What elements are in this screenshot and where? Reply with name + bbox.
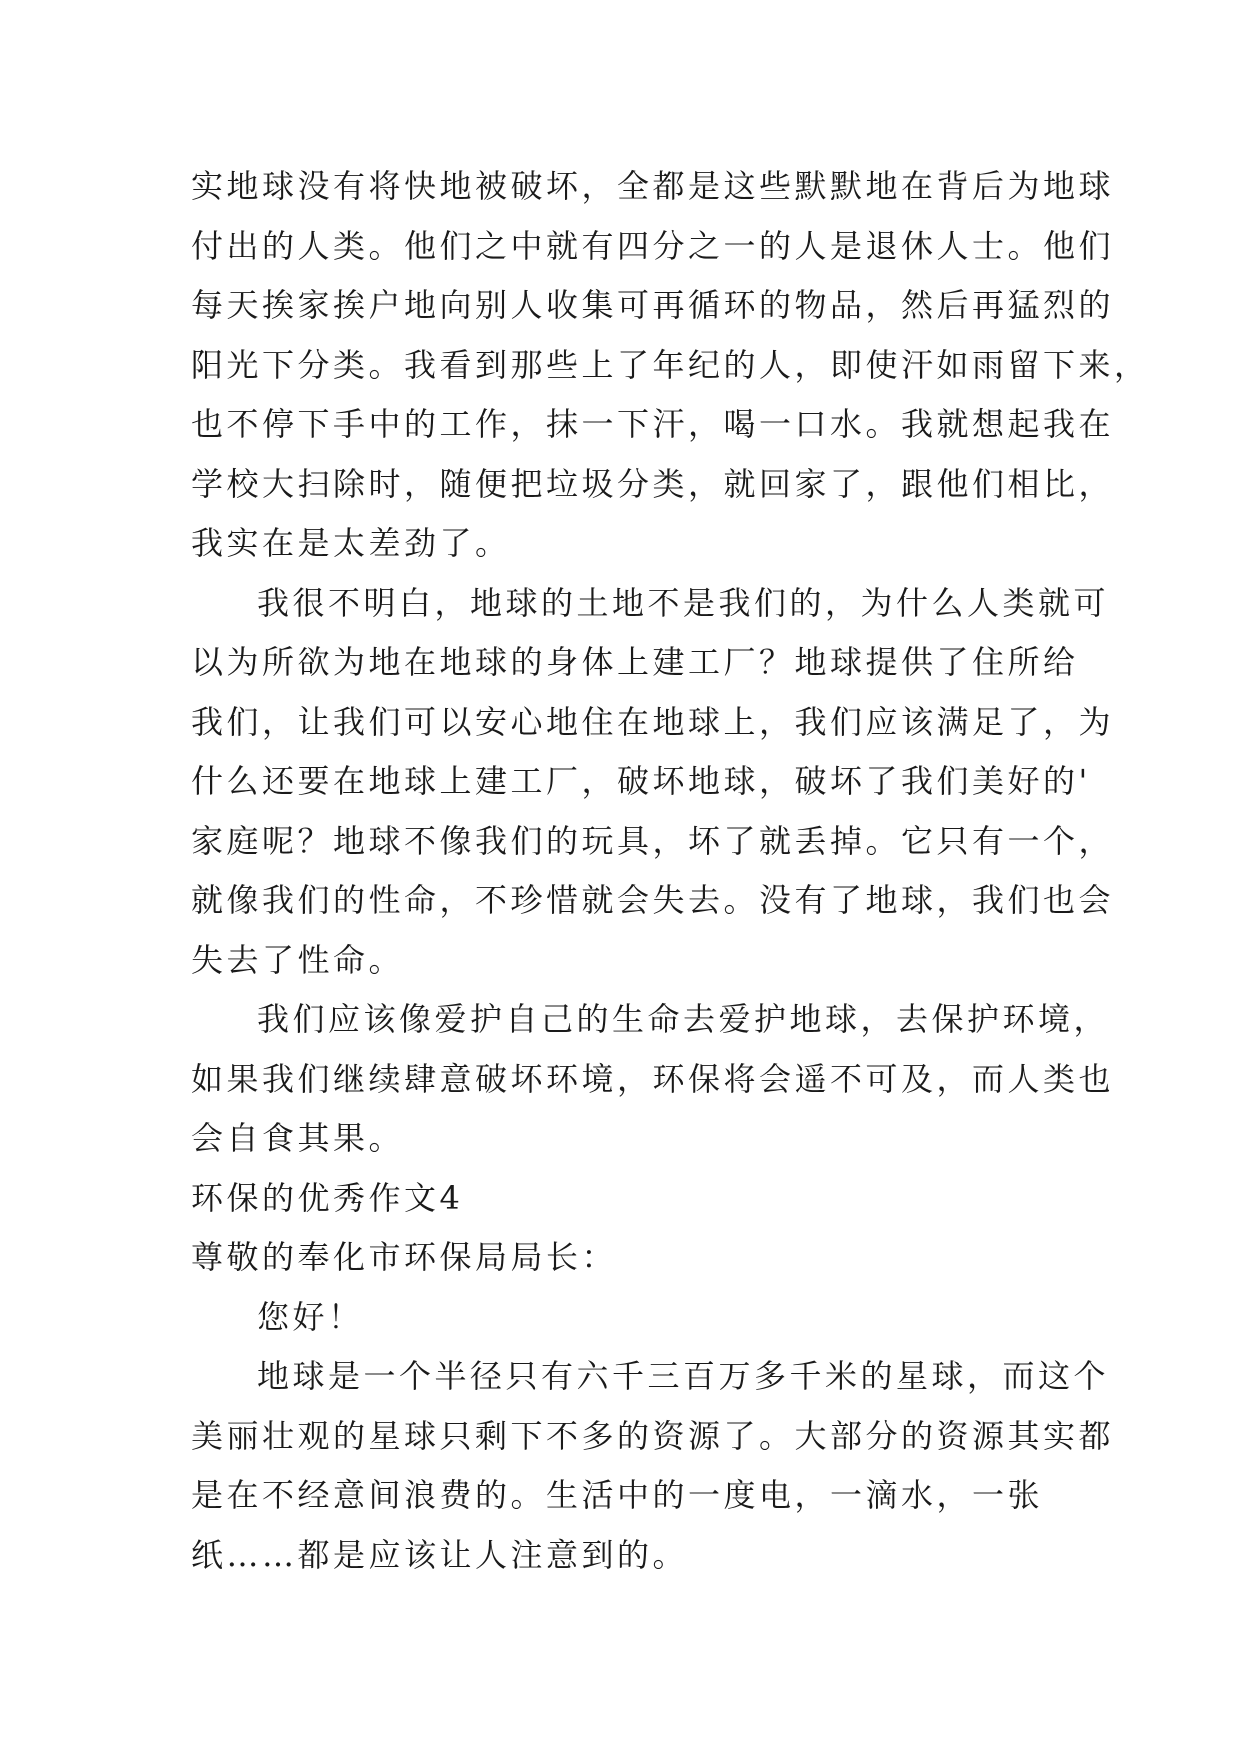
paragraph-4-line-2: 美丽壮观的星球只剩下不多的资源了。大部分的资源其实都: [191, 1416, 1115, 1455]
paragraph-2-line-2: 以为所欲为地在地球的身体上建工厂？地球提供了住所给: [191, 643, 1079, 681]
paragraph-2-line-1: 我很不明白，地球的土地不是我们的，为什么人类就可: [257, 583, 1110, 622]
essay-title: 环保的优秀作文4: [191, 1178, 464, 1217]
paragraph-2-line-4: 什么还要在地球上建工厂，破坏地球，破坏了我们美好的': [191, 762, 1091, 800]
paragraph-4-line-3: 是在不经意间浪费的。生活中的一度电，一滴水，一张: [191, 1476, 1044, 1514]
paragraph-1-line-4: 阳光下分类。我看到那些上了年纪的人，即使汗如雨留下来，: [191, 345, 1150, 384]
paragraph-1-line-2: 付出的人类。他们之中就有四分之一的人是退休人士。他们: [191, 226, 1115, 265]
paragraph-1-line-6: 学校大扫除时，随便把垃圾分类，就回家了，跟他们相比，: [191, 464, 1115, 503]
paragraph-3-line-1: 我们应该像爱护自己的生命去爱护地球，去保护环境，: [257, 1000, 1110, 1038]
paragraph-4-line-1: 地球是一个半径只有六千三百万多千米的星球，而这个: [257, 1357, 1110, 1395]
paragraph-1-line-7: 我实在是太差劲了。: [191, 524, 511, 562]
paragraph-4-line-4: 纸……都是应该让人注意到的。: [191, 1535, 689, 1574]
paragraph-2-line-5: 家庭呢？地球不像我们的玩具，坏了就丢掉。它只有一个，: [191, 821, 1115, 860]
paragraph-2-line-7: 失去了性命。: [191, 940, 405, 979]
greeting: 您好！: [257, 1297, 364, 1336]
document-body: [191, 157, 1150, 1585]
paragraph-1-line-1: 实地球没有将快地被破坏，全都是这些默默地在背后为地球: [191, 167, 1115, 205]
paragraph-3-line-3: 会自食其果。: [191, 1119, 405, 1157]
paragraph-2-line-3: 我们，让我们可以安心地住在地球上，我们应该满足了，为: [191, 702, 1115, 741]
paragraph-3-line-2: 如果我们继续肆意破坏环境，环保将会遥不可及，而人类也: [191, 1059, 1115, 1098]
paragraph-1-line-5: 也不停下手中的工作，抹一下汗，喝一口水。我就想起我在: [191, 405, 1115, 443]
salutation: 尊敬的奉化市环保局局长：: [191, 1238, 618, 1276]
paragraph-1-line-3: 每天挨家挨户地向别人收集可再循环的物品，然后再猛烈的: [191, 286, 1115, 324]
paragraph-2-line-6: 就像我们的性命，不珍惜就会失去。没有了地球，我们也会: [191, 881, 1115, 919]
